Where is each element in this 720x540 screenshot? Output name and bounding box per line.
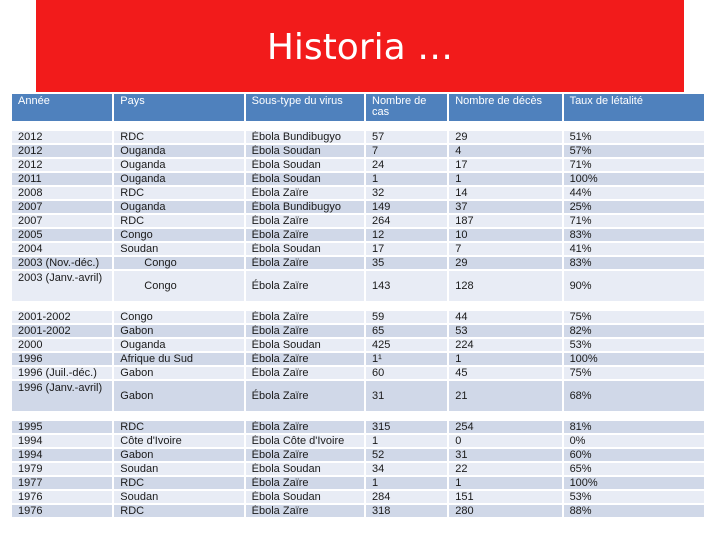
cell-country: RDC <box>114 421 243 433</box>
cell-country: Soudan <box>114 243 243 255</box>
cell-year: 1994 <box>12 449 112 461</box>
cell-year: 2011 <box>12 173 112 185</box>
cell-fatality-rate: 90% <box>564 271 704 301</box>
cell-cases: 12 <box>366 229 447 241</box>
cell-year: 2012 <box>12 145 112 157</box>
separator-cell <box>449 413 561 419</box>
table-row <box>12 435 704 447</box>
cell-deaths: 128 <box>449 271 561 301</box>
table-body <box>12 123 704 517</box>
table-row <box>12 381 704 411</box>
header-deaths: Nombre de décès <box>449 94 561 121</box>
cell-deaths: 1 <box>449 477 561 489</box>
cell-deaths: 0 <box>449 435 561 447</box>
table-row <box>12 421 704 433</box>
cell-deaths: 31 <box>449 449 561 461</box>
cell-fatality-rate: 100% <box>564 353 704 365</box>
separator-row <box>12 303 704 309</box>
table-row <box>12 159 704 171</box>
cell-deaths: 254 <box>449 421 561 433</box>
cell-fatality-rate: 75% <box>564 311 704 323</box>
cell-fatality-rate: 88% <box>564 505 704 517</box>
cell-year: 2001-2002 <box>12 325 112 337</box>
separator-cell <box>449 303 561 309</box>
cell-deaths: 10 <box>449 229 561 241</box>
cell-virus-subtype: Ébola Zaïre <box>246 421 364 433</box>
separator-row <box>12 413 704 419</box>
cell-year: 2005 <box>12 229 112 241</box>
cell-year: 1995 <box>12 421 112 433</box>
cell-virus-subtype: Ébola Bundibugyo <box>246 201 364 213</box>
cell-country: Soudan <box>114 491 243 503</box>
cell-fatality-rate: 51% <box>564 131 704 143</box>
separator-cell <box>366 413 447 419</box>
cell-cases: 1 <box>366 477 447 489</box>
separator-cell <box>246 413 364 419</box>
cell-country: Congo <box>114 229 243 241</box>
cell-year: 2003 (Janv.-avril) <box>12 271 112 301</box>
cell-country: Gabon <box>114 449 243 461</box>
cell-fatality-rate: 83% <box>564 229 704 241</box>
cell-fatality-rate: 83% <box>564 257 704 269</box>
cell-year: 2001-2002 <box>12 311 112 323</box>
cell-country: Gabon <box>114 325 243 337</box>
table-row <box>12 353 704 365</box>
cell-year: 1976 <box>12 491 112 503</box>
cell-cases: 1¹ <box>366 353 447 365</box>
cell-fatality-rate: 41% <box>564 243 704 255</box>
cell-year: 2008 <box>12 187 112 199</box>
cell-fatality-rate: 0% <box>564 435 704 447</box>
cell-deaths: 17 <box>449 159 561 171</box>
cell-cases: 35 <box>366 257 447 269</box>
separator-cell <box>114 123 243 129</box>
cell-fatality-rate: 71% <box>564 159 704 171</box>
separator-cell <box>12 303 112 309</box>
cell-cases: 17 <box>366 243 447 255</box>
header-fatality-rate: Taux de létalité <box>564 94 704 121</box>
cell-cases: 24 <box>366 159 447 171</box>
cell-virus-subtype: Ébola Soudan <box>246 339 364 351</box>
cell-deaths: 29 <box>449 131 561 143</box>
cell-fatality-rate: 65% <box>564 463 704 475</box>
cell-deaths: 21 <box>449 381 561 411</box>
separator-cell <box>246 123 364 129</box>
cell-country: Gabon <box>114 381 243 411</box>
cell-country: Ouganda <box>114 145 243 157</box>
separator-cell <box>114 413 243 419</box>
cell-fatality-rate: 81% <box>564 421 704 433</box>
cell-fatality-rate: 82% <box>564 325 704 337</box>
cell-deaths: 187 <box>449 215 561 227</box>
cell-deaths: 53 <box>449 325 561 337</box>
cell-year: 1979 <box>12 463 112 475</box>
table-row <box>12 131 704 143</box>
cell-virus-subtype: Ébola Zaïre <box>246 449 364 461</box>
cell-fatality-rate: 100% <box>564 173 704 185</box>
slide-title: Historia … <box>266 27 454 68</box>
cell-cases: 31 <box>366 381 447 411</box>
cell-fatality-rate: 44% <box>564 187 704 199</box>
separator-cell <box>564 413 704 419</box>
cell-year: 2012 <box>12 131 112 143</box>
cell-year: 2004 <box>12 243 112 255</box>
cell-country: RDC <box>114 215 243 227</box>
table-row <box>12 229 704 241</box>
cell-deaths: 224 <box>449 339 561 351</box>
cell-virus-subtype: Ébola Soudan <box>246 173 364 185</box>
cell-virus-subtype: Ébola Zaïre <box>246 381 364 411</box>
cell-deaths: 280 <box>449 505 561 517</box>
cell-year: 2007 <box>12 215 112 227</box>
cell-virus-subtype: Ébola Zaïre <box>246 477 364 489</box>
table-row <box>12 463 704 475</box>
cell-year: 1996 <box>12 353 112 365</box>
cell-virus-subtype: Ébola Zaïre <box>246 325 364 337</box>
cell-virus-subtype: Ébola Soudan <box>246 463 364 475</box>
cell-virus-subtype: Ébola Zaïre <box>246 187 364 199</box>
table-row <box>12 173 704 185</box>
cell-cases: 59 <box>366 311 447 323</box>
separator-cell <box>366 123 447 129</box>
table-row <box>12 325 704 337</box>
cell-country: Ouganda <box>114 173 243 185</box>
cell-fatality-rate: 60% <box>564 449 704 461</box>
cell-cases: 318 <box>366 505 447 517</box>
cell-virus-subtype: Ébola Zaïre <box>246 257 364 269</box>
separator-cell <box>114 303 243 309</box>
cell-virus-subtype: Ébola Zaïre <box>246 311 364 323</box>
header-country: Pays <box>114 94 243 121</box>
table-row <box>12 367 704 379</box>
cell-cases: 60 <box>366 367 447 379</box>
ebola-outbreaks-table <box>10 92 706 519</box>
cell-fatality-rate: 25% <box>564 201 704 213</box>
separator-cell <box>564 303 704 309</box>
cell-deaths: 22 <box>449 463 561 475</box>
cell-country: Côte d'Ivoire <box>114 435 243 447</box>
separator-cell <box>564 123 704 129</box>
separator-cell <box>12 413 112 419</box>
table-row <box>12 477 704 489</box>
cell-country: RDC <box>114 505 243 517</box>
cell-cases: 284 <box>366 491 447 503</box>
cell-fatality-rate: 75% <box>564 367 704 379</box>
table-row <box>12 187 704 199</box>
ebola-outbreaks-table-container <box>10 92 706 536</box>
cell-deaths: 7 <box>449 243 561 255</box>
separator-cell <box>366 303 447 309</box>
cell-deaths: 4 <box>449 145 561 157</box>
cell-country: RDC <box>114 187 243 199</box>
cell-country: Ouganda <box>114 201 243 213</box>
table-row <box>12 145 704 157</box>
cell-cases: 1 <box>366 435 447 447</box>
cell-cases: 425 <box>366 339 447 351</box>
header-row <box>12 94 704 121</box>
cell-virus-subtype: Ébola Bundibugyo <box>246 131 364 143</box>
cell-year: 1977 <box>12 477 112 489</box>
cell-deaths: 151 <box>449 491 561 503</box>
cell-cases: 34 <box>366 463 447 475</box>
cell-country: Ouganda <box>114 339 243 351</box>
cell-country: Congo <box>114 271 243 301</box>
cell-fatality-rate: 53% <box>564 491 704 503</box>
table-row <box>12 449 704 461</box>
table-row <box>12 243 704 255</box>
cell-virus-subtype: Ébola Zaïre <box>246 505 364 517</box>
cell-country: Congo <box>114 311 243 323</box>
header-virus-subtype: Sous-type du virus <box>246 94 364 121</box>
table-row <box>12 201 704 213</box>
cell-cases: 32 <box>366 187 447 199</box>
cell-deaths: 1 <box>449 353 561 365</box>
cell-country: Ouganda <box>114 159 243 171</box>
cell-year: 2007 <box>12 201 112 213</box>
separator-cell <box>246 303 364 309</box>
cell-cases: 149 <box>366 201 447 213</box>
table-row <box>12 339 704 351</box>
cell-cases: 57 <box>366 131 447 143</box>
cell-virus-subtype: Ébola Zaïre <box>246 353 364 365</box>
table-row <box>12 491 704 503</box>
cell-year: 2003 (Nov.-déc.) <box>12 257 112 269</box>
cell-year: 1996 (Janv.-avril) <box>12 381 112 411</box>
cell-virus-subtype: Ébola Côte d'Ivoire <box>246 435 364 447</box>
cell-virus-subtype: Ébola Zaïre <box>246 215 364 227</box>
cell-fatality-rate: 53% <box>564 339 704 351</box>
table-row <box>12 271 704 301</box>
cell-country: Congo <box>114 257 243 269</box>
table-row <box>12 215 704 227</box>
separator-cell <box>12 123 112 129</box>
table-row <box>12 505 704 517</box>
cell-year: 1996 (Juil.-déc.) <box>12 367 112 379</box>
cell-deaths: 37 <box>449 201 561 213</box>
cell-virus-subtype: Ébola Zaïre <box>246 229 364 241</box>
cell-deaths: 1 <box>449 173 561 185</box>
cell-virus-subtype: Ébola Soudan <box>246 243 364 255</box>
table-row <box>12 311 704 323</box>
cell-cases: 1 <box>366 173 447 185</box>
cell-year: 1994 <box>12 435 112 447</box>
cell-country: RDC <box>114 477 243 489</box>
separator-cell <box>449 123 561 129</box>
header-cases: Nombre de cas <box>366 94 447 121</box>
cell-virus-subtype: Ébola Soudan <box>246 159 364 171</box>
cell-year: 1976 <box>12 505 112 517</box>
cell-cases: 52 <box>366 449 447 461</box>
cell-cases: 143 <box>366 271 447 301</box>
cell-deaths: 14 <box>449 187 561 199</box>
cell-virus-subtype: Ébola Zaïre <box>246 271 364 301</box>
cell-deaths: 44 <box>449 311 561 323</box>
cell-virus-subtype: Ébola Soudan <box>246 491 364 503</box>
cell-country: Gabon <box>114 367 243 379</box>
separator-row <box>12 123 704 129</box>
cell-cases: 7 <box>366 145 447 157</box>
header-year: Année <box>12 94 112 121</box>
cell-virus-subtype: Ébola Soudan <box>246 145 364 157</box>
cell-country: Soudan <box>114 463 243 475</box>
cell-cases: 65 <box>366 325 447 337</box>
cell-country: RDC <box>114 131 243 143</box>
cell-cases: 264 <box>366 215 447 227</box>
cell-deaths: 45 <box>449 367 561 379</box>
cell-fatality-rate: 68% <box>564 381 704 411</box>
table-row <box>12 257 704 269</box>
title-banner <box>36 0 684 92</box>
cell-virus-subtype: Ébola Zaïre <box>246 367 364 379</box>
cell-fatality-rate: 71% <box>564 215 704 227</box>
cell-cases: 315 <box>366 421 447 433</box>
cell-fatality-rate: 100% <box>564 477 704 489</box>
cell-deaths: 29 <box>449 257 561 269</box>
cell-fatality-rate: 57% <box>564 145 704 157</box>
cell-country: Afrique du Sud <box>114 353 243 365</box>
cell-year: 2012 <box>12 159 112 171</box>
cell-year: 2000 <box>12 339 112 351</box>
